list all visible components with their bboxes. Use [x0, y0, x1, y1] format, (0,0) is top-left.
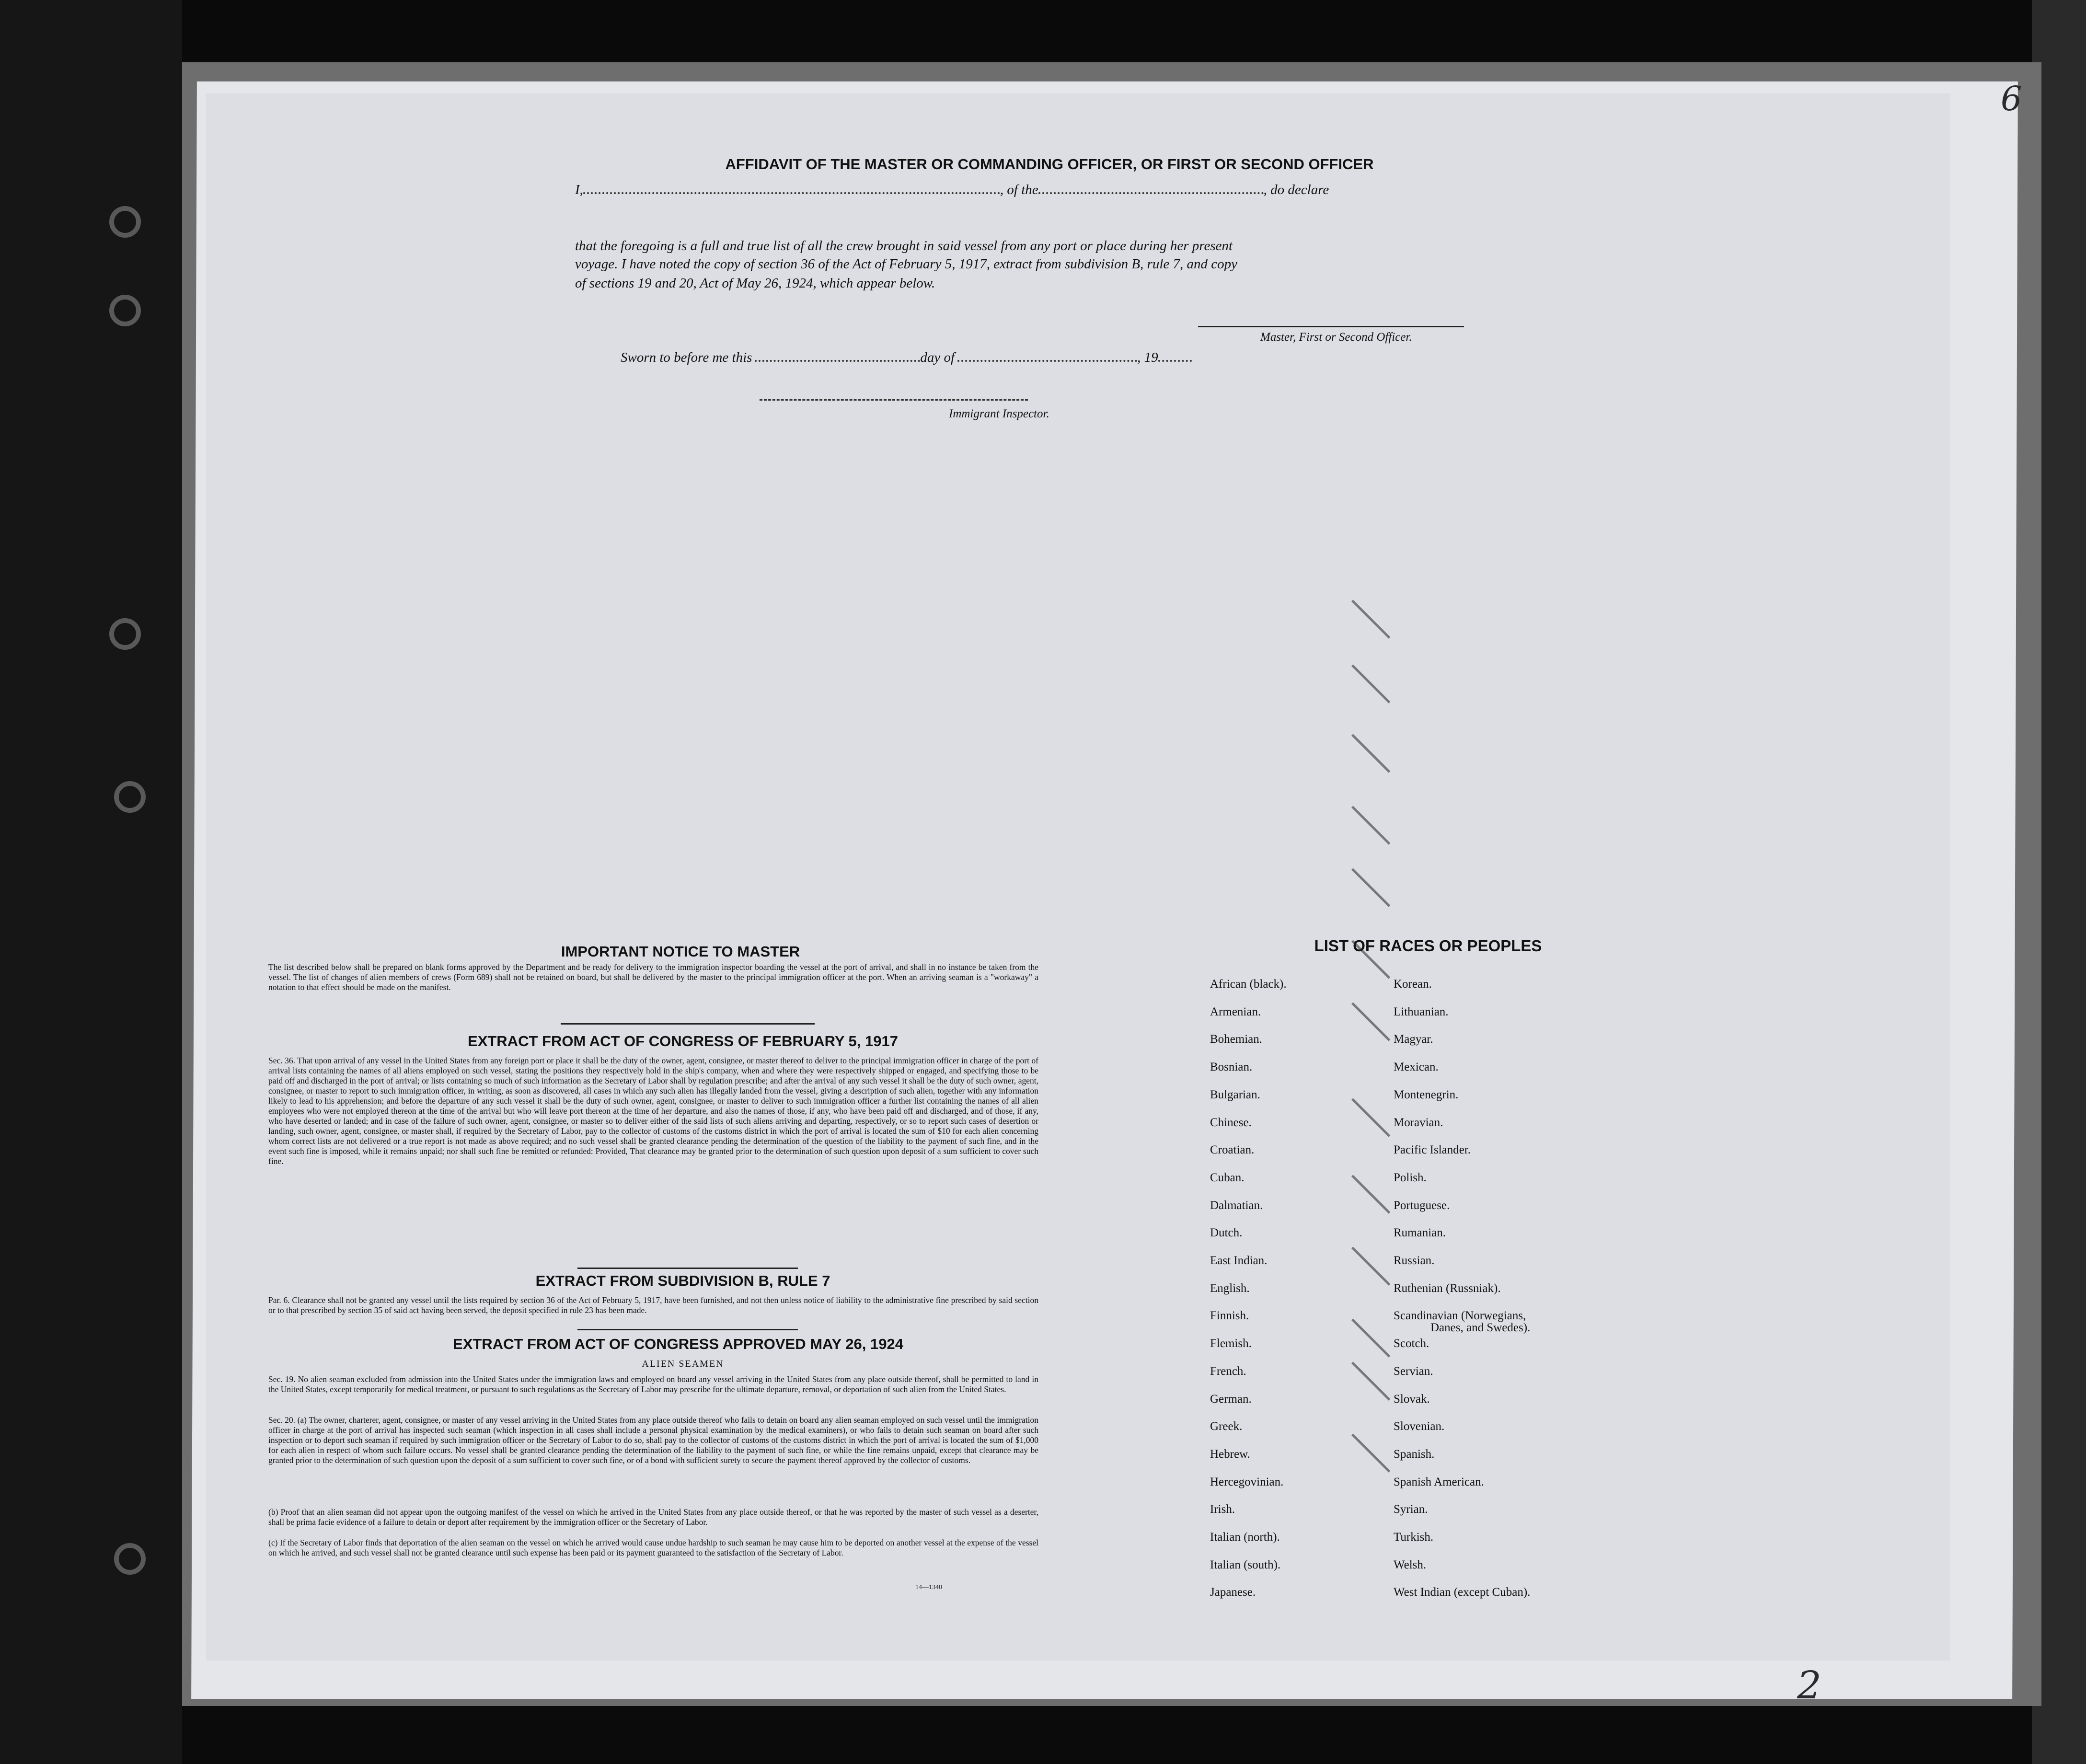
race-item-right: Mexican. — [1394, 1061, 1439, 1074]
races-title: LIST OF RACES OR PEOPLES — [1314, 937, 1542, 955]
race-item-left: Dutch. — [1210, 1226, 1243, 1240]
race-item-left: African (black). — [1210, 978, 1287, 991]
tally-stroke — [1351, 1433, 1390, 1472]
race-item-right: Korean. — [1394, 978, 1432, 991]
sec19-body: Sec. 19. No alien seaman excluded from admission into the United States under the immigration laws and employed on board any vessel arriving in the United States from any place outside thereof, shall be permitted to land in the United States, except temporarily for medical treatment, or pursuant to such regulations as the Secretary of Labor may prescribe for the ultimate departure, removal, or deportation of such alien from the United States. — [268, 1374, 1038, 1394]
affidavit-of-the: , of the — [1000, 182, 1038, 197]
sworn-line — [621, 350, 1192, 366]
bottom-handwritten-mark: 2 — [1797, 1663, 1821, 1707]
race-item-right: Ruthenian (Russniak). — [1394, 1281, 1501, 1295]
race-item-right: Slovak. — [1394, 1392, 1430, 1406]
race-item-left: Bohemian. — [1210, 1033, 1263, 1046]
race-item-right: Russian. — [1394, 1254, 1435, 1267]
name-blank — [583, 192, 1000, 194]
affidavit-line-3: voyage. I have noted the copy of section 36 of the Act of February 5, 1917, extract from subdivision B, rule 7, and copy — [575, 256, 1238, 272]
race-item-left: Hercegovinian. — [1210, 1475, 1284, 1488]
sec20b-body: (b) Proof that an alien seaman did not appear upon the outgoing manifest of the vessel on which he arrived in the United States from any place outside thereof, or that he was reported by the master of such vessel as a deserter, shall be prima facie evidence of a failure to detain or deport after requirement by the immigration officer or the Secretary of Labor. — [268, 1507, 1038, 1527]
race-item-left: Cuban. — [1210, 1171, 1245, 1184]
race-item-left: German. — [1210, 1392, 1252, 1406]
race-item-left: Bosnian. — [1210, 1061, 1253, 1074]
tally-stroke — [1351, 806, 1390, 844]
section-divider — [577, 1268, 798, 1269]
race-item-right: Pacific Islander. — [1394, 1143, 1471, 1157]
race-item-left: Flemish. — [1210, 1337, 1252, 1350]
race-item-right: Portuguese. — [1394, 1199, 1450, 1212]
race-item-left: Italian (south). — [1210, 1558, 1281, 1571]
race-item-left: Italian (north). — [1210, 1531, 1280, 1544]
tally-stroke — [1351, 664, 1390, 703]
vessel-blank — [1038, 192, 1264, 194]
master-signature-line — [1198, 326, 1464, 327]
tally-stroke — [1351, 734, 1390, 772]
tally-stroke — [1351, 600, 1390, 638]
affidavit-title: AFFIDAVIT OF THE MASTER OR COMMANDING OFFICER, OR FIRST OR SECOND OFFICER — [725, 156, 1374, 173]
tally-stroke — [1351, 1361, 1390, 1400]
race-item-left: Bulgarian. — [1210, 1088, 1260, 1101]
race-item-right: Spanish American. — [1394, 1475, 1484, 1488]
inspector-signature-line — [760, 399, 1028, 401]
race-item-left: Finnish. — [1210, 1309, 1249, 1323]
corner-handwritten-mark: 6 — [2001, 79, 2022, 118]
sec20-body: Sec. 20. (a) The owner, charterer, agent, consignee, or master of any vessel arriving in the United States from any place outside thereof who fails to detain on board any alien seaman employed on such vessel until the immigration officer in charge at the port of arrival has inspected such seaman (which inspection in all cases shall include a personal physical examination by the medical examiners), or who fails to detain such seaman on board after such inspection or to deport such seaman if required by such immigration officer or the Secretary of Labor to do so, shall pay to the collector of customs of the customs district in which the port of arrival is located the sum of $1,000 for each alien in respect of whom such failure occurs. No vessel shall be granted clearance pending the determination of the liability to the payment of such fine, or while the fine remains unpaid, except that clearance may be granted prior to the determination of such question upon the deposit of a sum sufficient to cover such fine, or of a bond with sufficient surety to secure the payment thereof approved by the collector of customs. — [268, 1415, 1038, 1465]
film-border-left — [0, 0, 182, 1764]
race-item-right: Montenegrin. — [1394, 1088, 1459, 1101]
tally-stroke — [1351, 868, 1390, 907]
inspector-caption: Immigrant Inspector. — [949, 407, 1049, 420]
race-item-right: West Indian (except Cuban). — [1394, 1586, 1531, 1599]
race-item-continuation: Danes, and Swedes). — [1430, 1321, 1531, 1334]
race-item-left: Dalmatian. — [1210, 1199, 1263, 1212]
sec20c-body: (c) If the Secretary of Labor finds that deportation of the alien seaman on the vessel on which he arrived would cause undue hardship to such seaman he may cause him to be deported on another vessel at the expense of the vessel on which he arrived, and such vessel shall not be granted clearance until such expense has been paid or its payment guaranteed to the satisfaction of the Secretary of Labor. — [268, 1538, 1038, 1557]
section-divider — [561, 1023, 815, 1025]
year-label: , 19 — [1137, 350, 1158, 365]
race-item-left: Croatian. — [1210, 1143, 1255, 1157]
race-item-right: Welsh. — [1394, 1558, 1427, 1571]
month-blank — [957, 360, 1137, 362]
race-item-left: Hebrew. — [1210, 1447, 1250, 1461]
subdivision-title: EXTRACT FROM SUBDIVISION B, RULE 7 — [535, 1272, 830, 1289]
extract-1917-body: Sec. 36. That upon arrival of any vessel in the United States from any foreign port or place it shall be the duty of the owner, agent, consignee, or master thereof to deliver to the principal immigration officer in charge of the port of arrival lists containing the names of all aliens employed on such vessel, stating the positions they respectively hold in the ship's company, when and where they were respectively shipped or engaged, and specifying those to be paid off and discharged in the port of arrival; or lists containing so much of such information as the Secretary of Labor shall by regulation prescribe; and after the arrival of any such vessel it shall be the duty of such owner, agent, consignee, or master to report to such immigration officer, in writing, as soon as discovered, all cases in which any such alien has illegally landed from the vessel, giving a description of such alien, together with any information likely to lead to his apprehension; and before the departure of any such vessel it shall be the duty of such owner, agent, consignee, or master to deliver to such immigration officer a further list containing the names of all alien employees who were not employed thereon at the time of the arrival but who will leave port thereon at the time of her departure, and also the names of those, if any, who have been paid off and discharged, and of those, if any, who have deserted or landed; and in case of the failure of such owner, agent, consignee, or master so to deliver either of the said lists of such aliens arriving and departing, respectively, or so to report such cases of desertion or landing, such owner, agent, consignee, or master shall, if required by the Secretary of Labor, pay to the collector of customs of the customs district in which the port of arrival is located the sum of $10 for each alien concerning whom correct lists are not delivered or a true report is not made as above required; and no such vessel shall be granted clearance pending the determination of the question of the liability to the payment of such fine, and in the event such fine is imposed, while it remains unpaid; nor shall such fine be remitted or refunded: Provided, That clearance may be granted prior to the determination of such question upon deposit of a sum sufficient to cover such fine. — [268, 1056, 1038, 1166]
document-page — [206, 93, 1950, 1660]
sworn-day-blank — [755, 360, 920, 362]
race-item-left: Chinese. — [1210, 1116, 1252, 1129]
notice-title: IMPORTANT NOTICE TO MASTER — [561, 943, 800, 960]
affidavit-do-declare: , do declare — [1263, 182, 1329, 197]
extract-1917-title: EXTRACT FROM ACT OF CONGRESS OF FEBRUARY 5, 1917 — [468, 1033, 898, 1049]
race-item-right: Polish. — [1394, 1171, 1427, 1184]
race-item-right: Rumanian. — [1394, 1226, 1446, 1240]
tally-stroke — [1351, 1318, 1390, 1357]
extract-1924-title: EXTRACT FROM ACT OF CONGRESS APPROVED MAY 26, 1924 — [453, 1336, 903, 1352]
year-blank — [1158, 360, 1192, 362]
race-item-left: French. — [1210, 1364, 1246, 1378]
film-border-top — [182, 0, 2086, 62]
race-item-right: Moravian. — [1394, 1116, 1443, 1129]
race-item-right: Syrian. — [1394, 1503, 1428, 1516]
race-item-left: Armenian. — [1210, 1005, 1261, 1018]
race-item-right: Magyar. — [1394, 1033, 1433, 1046]
race-item-right: Turkish. — [1394, 1531, 1434, 1544]
race-item-right: Spanish. — [1394, 1447, 1435, 1461]
binder-ring — [114, 781, 146, 813]
race-item-right: Servian. — [1394, 1364, 1433, 1378]
tally-stroke — [1351, 1098, 1390, 1137]
affidavit-line-1 — [575, 182, 1329, 198]
day-of-label: day of — [920, 350, 955, 365]
race-item-left: Greek. — [1210, 1420, 1243, 1433]
race-item-right: Scandinavian (Norwegians, — [1394, 1309, 1526, 1323]
binder-ring — [109, 618, 141, 650]
binder-ring — [109, 295, 141, 326]
affidavit-line-2: that the foregoing is a full and true list of all the crew brought in said vessel from any port or place during her present — [575, 238, 1233, 254]
race-item-left: Irish. — [1210, 1503, 1235, 1516]
race-item-left: English. — [1210, 1281, 1250, 1295]
sworn-label: Sworn to before me this — [621, 350, 752, 365]
binder-ring — [109, 206, 141, 238]
binder-ring — [114, 1543, 146, 1575]
form-number: 14—1340 — [915, 1584, 942, 1591]
alien-seamen-subtitle: ALIEN SEAMEN — [642, 1359, 724, 1369]
tally-stroke — [1351, 1002, 1390, 1041]
master-caption: Master, First or Second Officer. — [1260, 331, 1412, 344]
race-item-right: Lithuanian. — [1394, 1005, 1449, 1018]
notice-body: The list described below shall be prepared on blank forms approved by the Department and be ready for delivery to the immigration inspector boarding the vessel at the port of arrival, and shall in no instance be taken from the vessel. The list of changes of alien members of crews (Form 689) shall not be retained on board, but shall be delivered by the master to the principal immigration officer at the port. When an arriving seaman is a "workaway" a notation to that effect should be made on the manifest. — [268, 962, 1038, 992]
race-item-left: Japanese. — [1210, 1586, 1256, 1599]
race-item-right: Scotch. — [1394, 1337, 1429, 1350]
affidavit-i: I, — [575, 182, 583, 197]
race-item-left: East Indian. — [1210, 1254, 1268, 1267]
subdivision-body: Par. 6. Clearance shall not be granted any vessel until the lists required by section 36 of the Act of February 5, 1917, have been furnished, and not then unless notice of liability to the administrative fine prescribed by said section or to that prescribed by section 35 of said act having been served, the deposit specified in rule 23 has been made. — [268, 1295, 1038, 1315]
tally-stroke — [1351, 1175, 1390, 1213]
affidavit-line-4: of sections 19 and 20, Act of May 26, 1924, which appear below. — [575, 276, 935, 291]
tally-stroke — [1351, 1246, 1390, 1285]
section-divider — [577, 1329, 798, 1330]
race-item-right: Slovenian. — [1394, 1420, 1445, 1433]
